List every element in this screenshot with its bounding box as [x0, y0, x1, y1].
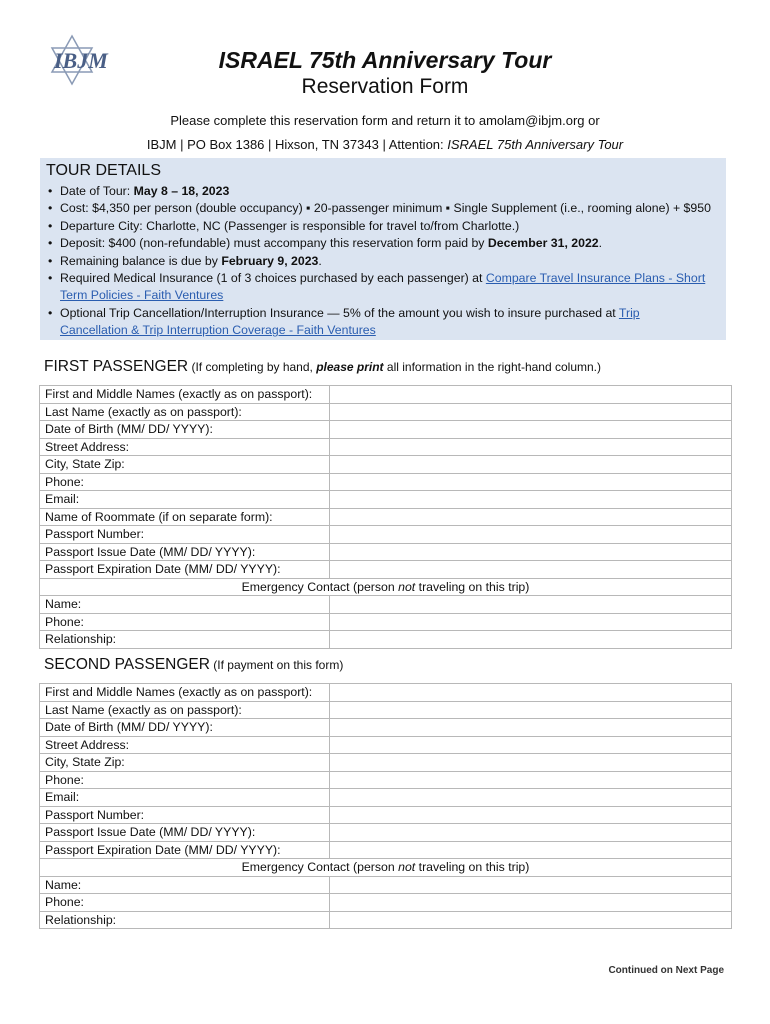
- form-row: [40, 491, 732, 509]
- tour-departure-item: • Departure City: Charlotte, NC (Passenger is responsible for travel to/from Charlotte.): [60, 218, 720, 235]
- field-label: Passport Expiration Date (MM/ DD/ YYYY):: [40, 561, 330, 579]
- second-passenger-title: SECOND PASSENGER: [44, 656, 210, 673]
- first-passenger-note: [188, 360, 601, 374]
- insurance-link-part-1[interactable]: Compare Travel Insurance Plans - Short: [485, 271, 706, 286]
- field-input-cell[interactable]: [330, 719, 732, 737]
- second-passenger-table: [39, 683, 732, 929]
- field-label: First and Middle Names (exactly as on passport):: [40, 386, 330, 404]
- form-row: [40, 456, 732, 474]
- field-input-cell[interactable]: [330, 841, 732, 859]
- field-input-cell[interactable]: [330, 491, 732, 509]
- field-input-cell[interactable]: [330, 824, 732, 842]
- tour-cost-item: • Cost: $4,350 per person (double occupancy) ▪ 20-passenger minimum ▪ Single Supplement (i.e., rooming alone) + $950: [60, 200, 720, 217]
- form-row: [40, 403, 732, 421]
- tour-date-label: Date of Tour:: [60, 184, 134, 198]
- field-input-cell[interactable]: [330, 789, 732, 807]
- note-suffix: all information in the right-hand column.): [383, 360, 602, 374]
- field-label: Street Address:: [40, 736, 330, 754]
- field-label: Name:: [40, 596, 330, 614]
- field-input-cell[interactable]: [330, 543, 732, 561]
- insurance-text: Required Medical Insurance (1 of 3 choices purchased by each passenger) at: [60, 271, 486, 286]
- tour-insurance-item: [60, 270, 720, 305]
- field-label: Passport Issue Date (MM/ DD/ YYYY):: [40, 824, 330, 842]
- form-row: [40, 824, 732, 842]
- emergency-contact-header: [40, 859, 732, 877]
- field-input-cell[interactable]: [330, 421, 732, 439]
- field-label: Passport Number:: [40, 526, 330, 544]
- field-input-cell[interactable]: [330, 701, 732, 719]
- field-label: Street Address:: [40, 438, 330, 456]
- field-input-cell[interactable]: [330, 526, 732, 544]
- form-row: [40, 526, 732, 544]
- field-label: Passport Number:: [40, 806, 330, 824]
- deposit-period: .: [598, 236, 603, 251]
- address-text: IBJM | PO Box 1386 | Hixson, TN 37343 | Attention:: [146, 137, 448, 152]
- balance-text: Remaining balance is due by: [60, 253, 222, 268]
- deposit-text: Deposit: $400 (non-refundable) must accompany this reservation form paid by: [60, 236, 488, 251]
- tour-date-value: May 8 – 18, 2023: [133, 184, 230, 198]
- field-label: Date of Birth (MM/ DD/ YYYY):: [40, 421, 330, 439]
- tour-deposit-item: [60, 235, 720, 252]
- emergency-contact-row: [40, 613, 732, 631]
- form-row: [40, 386, 732, 404]
- field-label: Name of Roommate (if on separate form):: [40, 508, 330, 526]
- emergency-contact-row: [40, 596, 732, 614]
- field-input-cell[interactable]: [330, 613, 732, 631]
- field-label: Passport Expiration Date (MM/ DD/ YYYY):: [40, 841, 330, 859]
- field-input-cell[interactable]: [330, 754, 732, 772]
- field-input-cell[interactable]: [330, 894, 732, 912]
- deposit-date: December 31, 2022: [487, 236, 599, 251]
- field-label: Email:: [40, 491, 330, 509]
- note-prefix: (If completing by hand,: [188, 360, 317, 374]
- logo-text: IBJM: [54, 48, 108, 73]
- form-row: [40, 841, 732, 859]
- field-input-cell[interactable]: [330, 473, 732, 491]
- continued-note: Continued on Next Page: [608, 965, 724, 976]
- field-label: Name:: [40, 876, 330, 894]
- field-input-cell[interactable]: [330, 561, 732, 579]
- first-passenger-table: [39, 385, 732, 649]
- tour-cancellation-item: [60, 305, 720, 340]
- first-passenger-heading: [44, 358, 601, 376]
- balance-date: February 9, 2023: [221, 253, 319, 268]
- note-emphasis: please print: [316, 360, 384, 374]
- form-row: [40, 754, 732, 772]
- form-row: [40, 561, 732, 579]
- form-row: [40, 771, 732, 789]
- ec-emphasis: not: [398, 860, 416, 875]
- emergency-contact-row: [40, 631, 732, 649]
- emergency-contact-header-row: [40, 578, 732, 596]
- field-label: City, State Zip:: [40, 754, 330, 772]
- form-row: [40, 806, 732, 824]
- form-row: [40, 789, 732, 807]
- field-input-cell[interactable]: [330, 456, 732, 474]
- second-passenger-heading: [44, 656, 343, 674]
- field-input-cell[interactable]: [330, 508, 732, 526]
- field-label: Phone:: [40, 613, 330, 631]
- second-passenger-note: (If payment on this form): [209, 658, 344, 672]
- field-label: Passport Issue Date (MM/ DD/ YYYY):: [40, 543, 330, 561]
- field-input-cell[interactable]: [330, 771, 732, 789]
- ec-prefix: Emergency Contact (person: [241, 860, 399, 875]
- field-input-cell[interactable]: [330, 911, 732, 929]
- ec-suffix: traveling on this trip): [415, 860, 530, 875]
- field-label: Relationship:: [40, 911, 330, 929]
- intro-line-2: [0, 137, 770, 152]
- emergency-contact-row: [40, 911, 732, 929]
- intro-line-1: Please complete this reservation form and return it to amolam@ibjm.org or: [170, 113, 600, 128]
- field-label: City, State Zip:: [40, 456, 330, 474]
- emergency-contact-row: [40, 876, 732, 894]
- emergency-contact-header: [40, 578, 732, 596]
- form-row: [40, 473, 732, 491]
- tour-details-list: [46, 183, 720, 340]
- field-label: Last Name (exactly as on passport):: [40, 701, 330, 719]
- first-passenger-title: FIRST PASSENGER: [44, 358, 189, 375]
- form-row: [40, 543, 732, 561]
- field-input-cell[interactable]: [330, 876, 732, 894]
- field-label: Date of Birth (MM/ DD/ YYYY):: [40, 719, 330, 737]
- ec-suffix: traveling on this trip): [415, 579, 530, 594]
- field-label: Phone:: [40, 473, 330, 491]
- tour-balance-item: [60, 253, 720, 270]
- form-row: [40, 421, 732, 439]
- field-label: Relationship:: [40, 631, 330, 649]
- field-input-cell[interactable]: [330, 806, 732, 824]
- insurance-link-part-2[interactable]: Term Policies - Faith Ventures: [60, 288, 224, 303]
- emergency-contact-row: [40, 894, 732, 912]
- cancellation-link-part-2[interactable]: Cancellation & Trip Interruption Coverage - Faith Ventures: [60, 323, 376, 338]
- tour-date-item: [60, 183, 720, 200]
- cancellation-link-part-1[interactable]: Trip: [618, 305, 640, 320]
- tour-details-box: [40, 158, 726, 340]
- field-label: Email:: [40, 789, 330, 807]
- cancellation-text: Optional Trip Cancellation/Interruption Insurance — 5% of the amount you wish to insure purchased at: [60, 305, 619, 320]
- ec-prefix: Emergency Contact (person: [241, 579, 399, 594]
- field-input-cell[interactable]: [330, 631, 732, 649]
- field-label: First and Middle Names (exactly as on passport):: [40, 684, 330, 702]
- field-input-cell[interactable]: [330, 438, 732, 456]
- form-row: [40, 701, 732, 719]
- form-row: [40, 719, 732, 737]
- balance-period: .: [318, 253, 322, 268]
- form-row: [40, 438, 732, 456]
- form-row: [40, 508, 732, 526]
- form-row: [40, 736, 732, 754]
- field-label: Phone:: [40, 771, 330, 789]
- field-input-cell[interactable]: [330, 736, 732, 754]
- ec-emphasis: not: [398, 579, 416, 594]
- form-row: [40, 684, 732, 702]
- field-input-cell[interactable]: [330, 596, 732, 614]
- field-input-cell[interactable]: [330, 684, 732, 702]
- field-label: Last Name (exactly as on passport):: [40, 403, 330, 421]
- field-label: Phone:: [40, 894, 330, 912]
- field-input-cell[interactable]: [330, 403, 732, 421]
- attention-text: ISRAEL 75th Anniversary Tour: [447, 137, 624, 152]
- form-title: ISRAEL 75th Anniversary Tour: [218, 47, 552, 73]
- field-input-cell[interactable]: [330, 386, 732, 404]
- form-subtitle: Reservation Form: [301, 75, 469, 98]
- tour-details-heading: TOUR DETAILS: [46, 162, 161, 179]
- emergency-contact-header-row: [40, 859, 732, 877]
